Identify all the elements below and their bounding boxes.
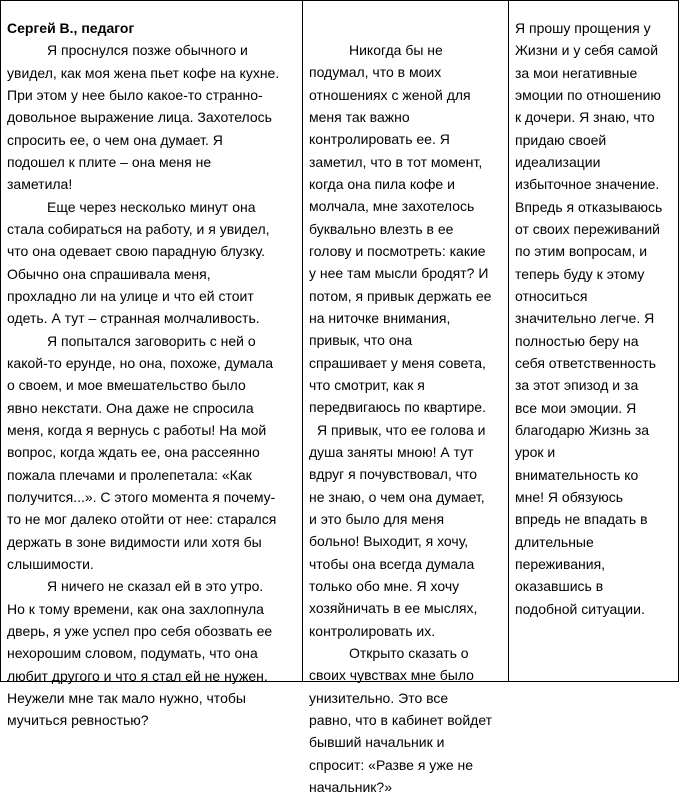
text-line: своих чувствах мне было [309, 667, 474, 684]
text-line: вопрос, когда ждать ее, она рассеянно [7, 444, 260, 461]
text-line: подобной ситуации. [515, 600, 645, 617]
text-line: придаю своей [515, 131, 607, 148]
text-line: Но к тому времени, как она захлопнула [7, 600, 264, 617]
text-line: подумал, что в моих [309, 64, 442, 81]
text-line: у нее там мысли бродят? И [309, 265, 489, 282]
text-line: по этим вопросам, и [515, 243, 648, 260]
text-line: Открыто сказать о [349, 644, 469, 661]
text-line: полностью беру на [515, 332, 639, 349]
text-line: себя ответственность [515, 354, 656, 371]
text-line: Никогда бы не [349, 42, 443, 58]
paragraph [7, 196, 302, 330]
text-line: любит другого и что я стал ей не нужен. [7, 667, 268, 684]
text-line: к дочери. Я знаю, что [515, 109, 655, 126]
text-line: что она одевает свою парадную блузку. [7, 243, 265, 260]
text-line: только обо мне. Я хочу [309, 577, 460, 594]
text-line: эмоции по отношению [515, 86, 661, 103]
text-line: отношениях с женой для [309, 86, 471, 103]
text-line: привык, что она [309, 332, 413, 349]
text-line: все мои эмоции. Я [515, 399, 637, 416]
text-line: Я ничего не сказал ей в это утро. [47, 578, 264, 595]
text-line: хозяйничать в ее мыслях, [309, 600, 478, 617]
text-line: Обычно она спрашивала меня, [7, 265, 211, 282]
text-line: бывший начальник и [309, 734, 445, 751]
text-line: голову и посмотреть: какие [309, 242, 486, 259]
text-line: то не мог далеко отойти от нее: старался [7, 511, 277, 528]
text-line: меня так важно [309, 108, 410, 125]
text-line: спросить ее, о чем она думает. Я [7, 131, 223, 148]
column-1 [1, 1, 303, 729]
column-3 [509, 1, 678, 681]
text-line: душа заняты мною! А тут [309, 443, 474, 460]
text-line: урок и [515, 444, 556, 461]
text-line: Впредь я отказываюсь [515, 198, 663, 215]
text-line: чтобы она всегда думала [309, 555, 475, 572]
text-line: благодарю Жизнь за [515, 421, 650, 438]
column-2 [303, 1, 509, 795]
text-line: слышимости. [7, 555, 94, 572]
text-line: Неужели мне так мало нужно, чтобы [7, 689, 246, 706]
text-line: мне! Я обязуюсь [515, 488, 624, 505]
text-line: нехорошим словом, подумать, что она [7, 645, 258, 662]
text-line: Я проснулся позже обычного и [47, 42, 248, 59]
text-line: потом, я привык держать ее [309, 287, 492, 304]
text-line: заметил, что в тот момент, [309, 153, 483, 170]
text-line: впредь не впадать в [515, 511, 648, 528]
text-line: довольное выражение лица. Захотелось [7, 109, 272, 126]
text-line: унизительно. Это все [309, 689, 449, 706]
text-line: Я попытался заговорить с ней о [47, 332, 256, 349]
text-line: стала собираться на работу, и я увидел, [7, 220, 270, 237]
text-line: больно! Выходит, я хочу, [309, 533, 469, 550]
text-line: переживания, [515, 555, 606, 572]
paragraph [7, 575, 302, 731]
text-line: буквально влезть в ее [309, 220, 454, 237]
text-line: на ниточке внимания, [309, 309, 451, 326]
text-line: Жизни и у себя самой [515, 42, 659, 59]
text-line: держать в зоне видимости или хотя бы [7, 533, 262, 550]
text-line: прохладно ли на улице и что ей стоит [7, 287, 254, 304]
text-line: явно некстати. Она даже не спросила [7, 399, 254, 416]
text-line: от своих переживаний [515, 220, 660, 237]
paragraph [515, 17, 678, 620]
text-line: передвигаюсь по квартире. [309, 399, 486, 416]
text-line: равно, что в кабинет войдет [309, 711, 493, 728]
paragraph [309, 642, 508, 798]
text-line: подошел к плите – она меня не [7, 153, 212, 170]
text-line: контролировать ее. Я [309, 131, 450, 148]
text-line: спрашивает у меня совета, [309, 354, 486, 371]
text-line: теперь буду к этому [515, 265, 645, 282]
text-line: оказавшись в [515, 578, 604, 595]
text-line: значительно легче. Я [515, 310, 655, 327]
text-line: и это было для меня [309, 510, 445, 527]
text-line: Еще через несколько минут она [47, 198, 256, 215]
text-line: мучиться ревностью? [7, 712, 149, 729]
text-line: спросит: «Разве я уже не [309, 756, 474, 773]
text-line: о своем, и мое вмешательство было [7, 377, 246, 394]
text-line: заметила! [7, 176, 73, 193]
text-line: что смотрит, как я [309, 376, 425, 393]
text-line: пожала плечами и пролепетала: «Как [7, 466, 252, 483]
text-line: вдруг я почувствовал, что [309, 466, 478, 483]
text-line: избыточное значение. [515, 176, 660, 193]
text-line: за мои негативные [515, 64, 638, 81]
text-line: одеть. А тут – странная молчаливость. [7, 310, 260, 327]
text-line: идеализации [515, 153, 601, 170]
text-line: относиться [515, 287, 588, 304]
text-line: увидел, как моя жена пьет кофе на кухне. [7, 64, 280, 81]
text-line: за этот эпизод и за [515, 377, 639, 394]
text-line: внимательность ко [515, 466, 639, 483]
text-line: дверь, я уже успел про себя обозвать ее [7, 622, 273, 639]
text-line: Я привык, что ее голова и [317, 421, 486, 438]
text-line: не знаю, о чем она думает, [309, 488, 485, 505]
text-line: Я прошу прощения у [515, 20, 651, 36]
text-line: длительные [515, 533, 594, 550]
paragraph [309, 39, 508, 419]
text-line: меня, когда я вернусь с работы! На мой [7, 421, 267, 438]
text-line: При этом у нее было какое-то странно- [7, 86, 263, 103]
text-line: молчала, мне захотелось [309, 198, 475, 215]
text-line: начальник?» [309, 778, 393, 795]
text-line: какой-то ерунде, но она, похоже, думала [7, 354, 274, 371]
text-line: когда она пила кофе и [309, 175, 455, 192]
text-line: контролировать их. [309, 622, 436, 639]
paragraph [7, 330, 302, 576]
author-heading: Сергей В., педагог [7, 20, 135, 36]
paragraph [7, 39, 302, 195]
paragraph [309, 419, 508, 642]
text-line: получится...». С этого момента я почему- [7, 488, 276, 505]
